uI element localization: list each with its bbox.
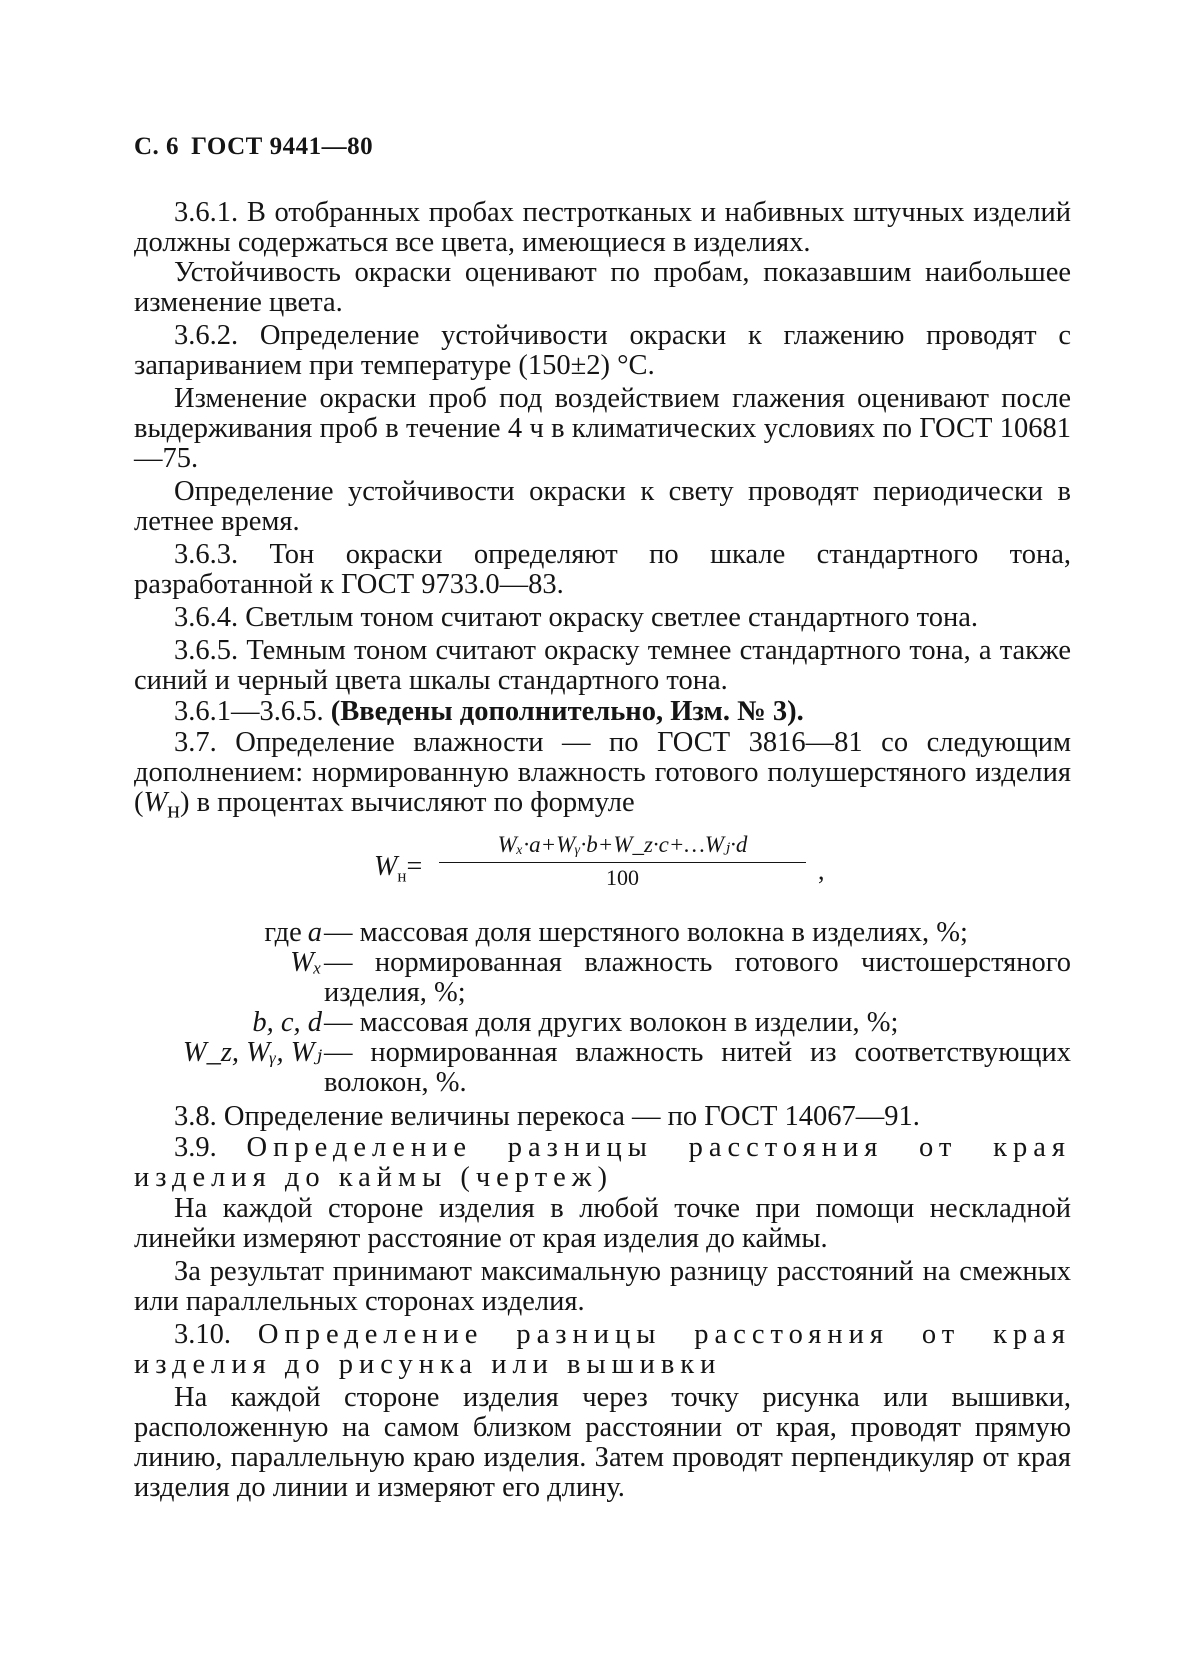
paragraph: Определение устойчивости окраски к свету проводят периодически в летнее время. <box>134 476 1071 537</box>
formula-numerator: Wₓ·a+Wᵧ·b+W_z·c+…Wⱼ·d <box>439 828 806 863</box>
symbol-w: W <box>143 787 168 818</box>
amendment-range: 3.6.1—3.6.5. <box>174 696 324 727</box>
legend-definition: — нормированная влажность нитей из соответствующих волокон, %. <box>324 1036 1071 1098</box>
legend-symbol: где a <box>264 916 322 948</box>
section-title: Определение разницы расстояния от края изделия до рисунка или вышивки <box>134 1318 1071 1380</box>
legend-symbol: W_z, Wᵧ, Wⱼ <box>182 1036 322 1068</box>
symbol-subscript: н <box>167 797 180 824</box>
paragraph-3-6-4: 3.6.4. Светлым тоном считают окраску светлее стандартного тона. <box>174 602 979 633</box>
paragraph-3-9: 3.9. Определение разницы расстояния от края изделия до каймы (чертеж) <box>134 1131 1071 1193</box>
formula-comma: , <box>818 855 825 885</box>
page-number: С. 6 <box>134 133 180 160</box>
paragraph: За результат принимают максимальную разницу расстояний на смежных или параллельных сторонах изделия. <box>134 1255 1071 1317</box>
legend-definition: — массовая доля других волокон в изделии, %; <box>324 1006 899 1038</box>
paragraph-3-8: 3.8. Определение величины перекоса — по ГОСТ 14067—91. <box>174 1100 920 1132</box>
document-body <box>134 198 1071 1503</box>
paragraph-3-6-3: 3.6.3. Тон окраски определяют по шкале стандартного тона, разработанной к ГОСТ 9733.0—83. <box>134 539 1071 600</box>
legend-symbol: Wₓ <box>290 946 322 978</box>
paragraph-3-7: 3.7. Определение влажности — по ГОСТ 3816—81 со следующим дополнением: нормированную влажность готового полушерстяного изделия $(W_н)$ в процентах вычисляют по формуле <box>134 727 1071 824</box>
paragraph: Устойчивость окраски оценивают по пробам, показавшим наибольшее изменение цвета. <box>134 257 1071 318</box>
legend-definition: — нормированная влажность готового чистошерстяного изделия, %; <box>324 946 1071 1008</box>
standard-code: ГОСТ 9441—80 <box>191 133 374 160</box>
amendment-note <box>134 697 1071 727</box>
paragraph: На каждой стороне изделия в любой точке при помощи нескладной линейки измеряют расстояние от края изделия до каймы. <box>134 1192 1071 1254</box>
legend-symbol: b, c, d <box>252 1006 322 1038</box>
formula-denominator: 100 <box>606 864 639 890</box>
paragraph-3-6-1: 3.6.1. В отобранных пробах пестротканых и набивных штучных изделий должны содержаться все цвета, имеющиеся в изделиях. <box>134 197 1071 258</box>
legend-definition: — массовая доля шерстяного волокна в изделиях, %; <box>324 916 968 948</box>
page-header <box>134 133 373 161</box>
paragraph-3-6-5: 3.6.5. Темным тоном считают окраску темнее стандартного тона, а также синий и черный цвета шкалы стандартного тона. <box>134 635 1071 696</box>
formula-lhs: $W_н=$ <box>374 850 423 886</box>
section-title: Определение разницы расстояния от края изделия до каймы (чертеж) <box>134 1131 1071 1193</box>
paragraph: На каждой стороне изделия через точку рисунка или вышивки, расположенную на самом близком расстоянии от края, проводят прямую линию, параллельную краю изделия. Затем проводят перпендикуляр от края изделия до линии и измеряют его длину. <box>134 1381 1071 1503</box>
formula-fraction <box>439 828 806 893</box>
paragraph-3-10: 3.10. Определение разницы расстояния от края изделия до рисунка или вышивки <box>134 1318 1071 1380</box>
formula-legend <box>134 918 1071 1098</box>
paragraph: Изменение окраски проб под воздействием глажения оценивают после выдерживания проб в течение 4 ч в климатических условиях по ГОСТ 10681—75. <box>134 383 1071 474</box>
moisture-formula <box>134 828 1071 912</box>
paragraph-3-6-2: 3.6.2. Определение устойчивости окраски к глажению проводят с запариванием при температуре (150±2) °С. <box>134 320 1071 381</box>
amendment-text: (Введены дополнительно, Изм. № 3). <box>330 696 804 727</box>
